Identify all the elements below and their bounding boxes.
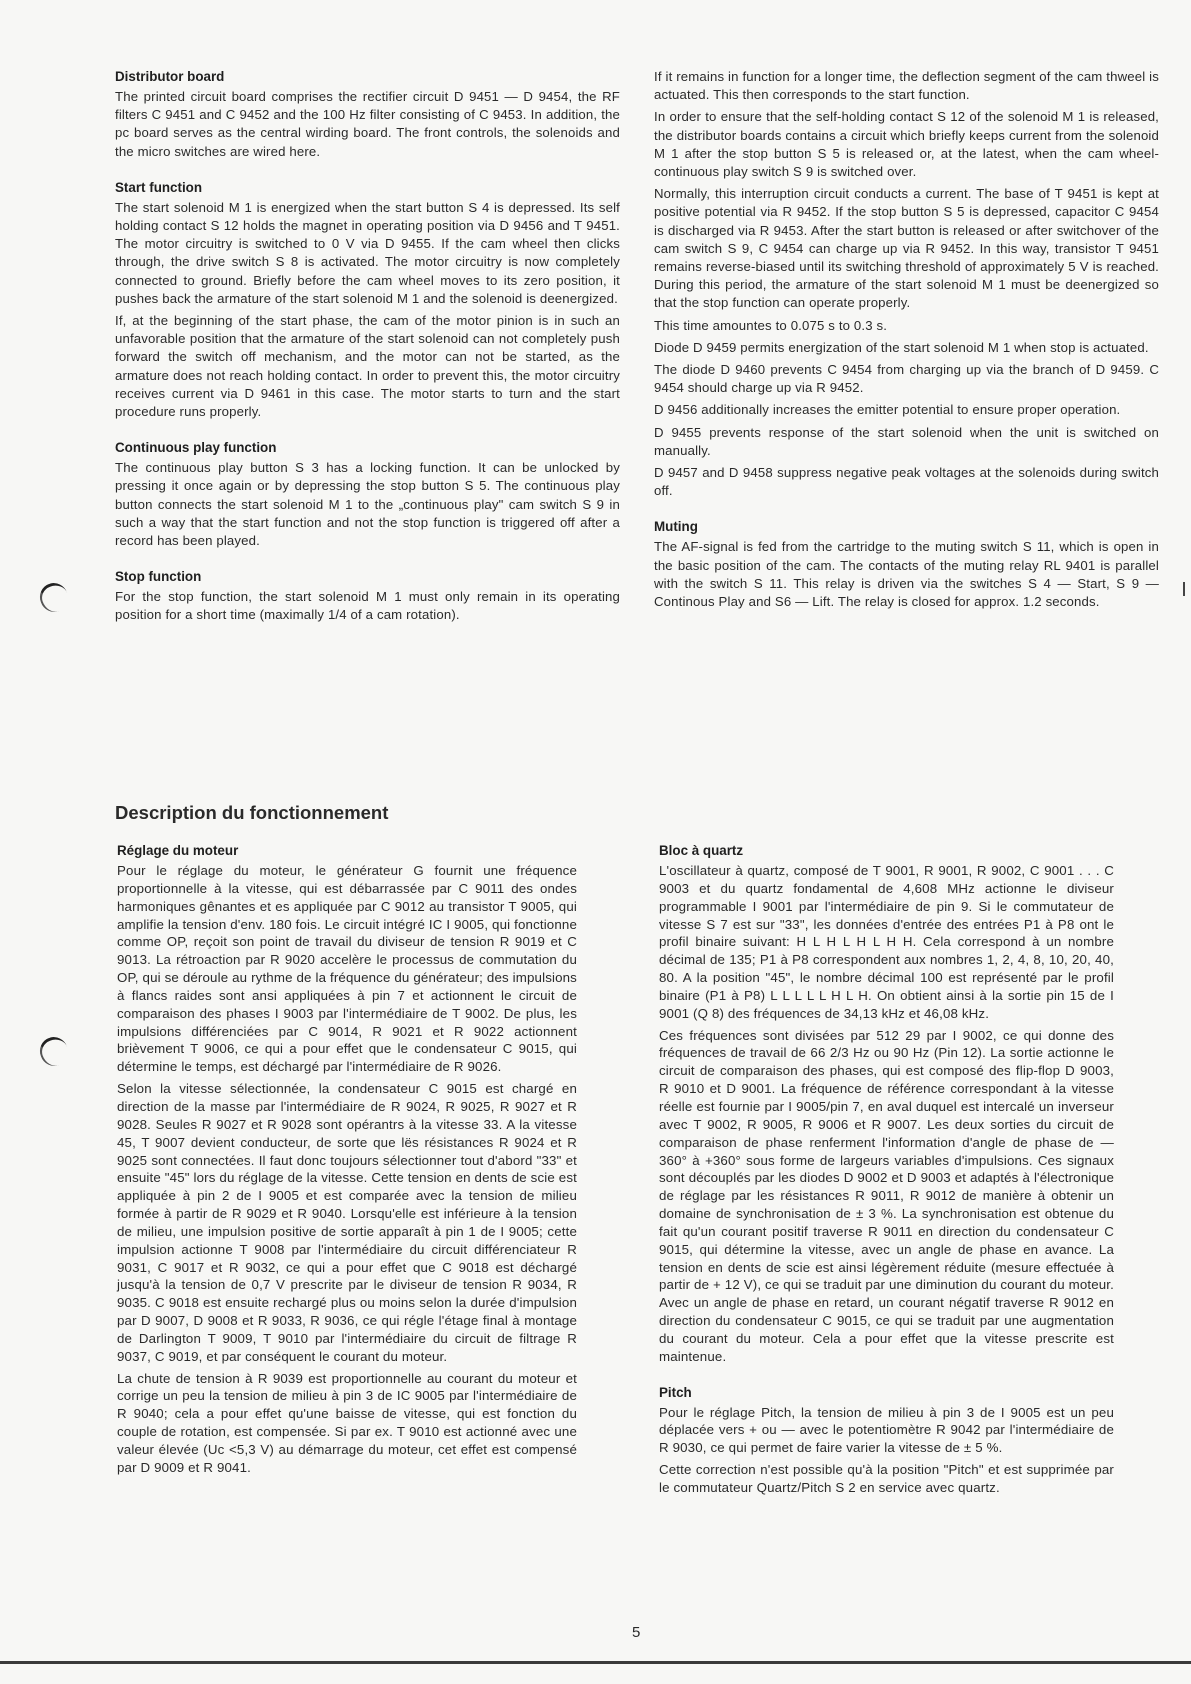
bottom-rule: [0, 1661, 1191, 1664]
paragraph: In order to ensure that the self-holding contact S 12 of the solenoid M 1 is released, the distributor boards contains a circuit which briefly keeps current from the solenoid M 1 after the stop button S 5 is released or, at the latest, when the cam wheel-continuous play switch S 9 is switched over.: [654, 109, 1159, 180]
section-heading: Distributor board: [115, 69, 225, 84]
edge-mark: [1183, 582, 1185, 596]
section-spacer: [115, 554, 620, 568]
paragraph: If it remains in function for a longer time, the deflection segment of the cam thweel is actuated. This then corresponds to the start function.: [654, 69, 1159, 103]
paragraph: The start solenoid M 1 is energized when the start button S 4 is depressed. Its self holding contact S 12 holds the magnet in operating position via D 9456 and T 9451. The motor circuitry is switched to 0 V via D 9455. If the cam wheel then clicks through, the drive switch S 8 is activated. The motor circuitry is now completely connected to ground. Briefly before the cam wheel moves to its zero position, it pushes back the armature of the start solenoid M 1 and the solenoid is deenergized.: [115, 199, 620, 306]
paragraph: Diode D 9459 permits energization of the start solenoid M 1 when stop is actuated.: [654, 339, 1149, 355]
english-left-column: [115, 68, 620, 629]
paragraph: D 9456 additionally increases the emitter potential to ensure proper operation.: [654, 402, 1121, 418]
paragraph: Selon la vitesse sélectionnée, la condensateur C 9015 est chargé en direction de la masse par l'intermédiaire de R 9024, R 9025, R 9027 et R 9028. Seules R 9027 et R 9028 sont opérantrs à la vitesse 33. A la vitesse 45, T 9007 devient conducteur, de sorte que lës résistances R 9024 et R 9025 sont connectées. Il faut donc toujours sélectionner tout d'abord "33" et ensuite "45" lors du réglage de la vitesse. Cette tension en dents de scie est appliquée à pin 2 de I 9005 et est comparée avec la tension de milieu formée à partir de R 9029 et R 9040. Lorsqu'elle est inférieure à la tension de milieu, une impulsion positive de sortie apparaît à pin 1 de I 9005; cette impulsion actionne T 9008 par l'intermédiaire du circuit différenciateur R 9031, C 9017 et R 9032, ce qui a pour effet que C 9018 est déchargé jusqu'à la tension de 0,7 V prescrite par le diviseur de tension R 9034, R 9035. C 9018 est ensuite rechargé plus ou moins selon la durée d'impulsion par D 9007, D 9008 et R 9033, R 9036, ce qui régle l'étage final à montage de Darlington T 9009, T 9010 par l'intermédiaire du circuit de filtrage R 9037, C 9019, et par conséquent le courant du moteur.: [117, 1081, 577, 1364]
paragraph: If, at the beginning of the start phase, the cam of the motor pinion is in such an unfavorable position that the armature of the start solenoid can not completely push forward the switch off mechanism, and the motor can not be started, as the armature does not reach holding contact. In order to prevent this, the motor circuitry receives current via D 9461 in this case. The motor starts to turn and the start procedure runs properly.: [115, 313, 620, 420]
section-spacer: [659, 1370, 1114, 1384]
section-spacer: [115, 425, 620, 439]
page-number: 5: [632, 1624, 641, 1641]
paragraph: La chute de tension à R 9039 est proportionnelle au courant du moteur et corrige un peu la tension de milieu à pin 3 de IC 9005 par l'intermédiaire de R 9040; cela a pour effet qu'une baisse de vitesse, qui est fonction du couple de rotation, est compensée. Si par ex. T 9010 est actionné avec une valeur élevée (Uc <5,3 V) au démarrage du moteur, cet effet est compensé par D 9009 et R 9041.: [117, 1370, 577, 1475]
section-heading: Réglage du moteur: [117, 843, 239, 858]
paragraph: Pour le réglage du moteur, le générateur G fournit une fréquence proportionnelle à la vitesse, qui est débarrassée par C 9011 des ondes harmoniques gênantes et es appliquée par C 9012 au transistor T 9005, qui amplifie la tension d'env. 180 fois. Le circuit intégré IC I 9005, qui fonctionne comme OP, reçoit son point de travail du diviseur de tension R 9019 et C 9013. La rétroaction par R 9020 accelère le processus de commutation du OP, qui se déroule au rythme de la fréquence du générateur; des impulsions à flancs raides sont ansi appliquées à pin 7 et actionnent le circuit de comparaison des phases I 9003 par l'intermédiaire de T 9002. De plus, les impulsions différenciées par C 9014, R 9021 et R 9022 actionnent brièvement T 9006, ce qui a pour effet que le condensateur C 9015, qui détermine le temps, est déchargé par l'intermédiaire de R 9026.: [117, 863, 577, 1075]
paragraph: The continuous play button S 3 has a locking function. It can be unlocked by pressing it once again or by depressing the stop button S 5. The continuous play button connects the start solenoid M 1 to the „continuous play" cam switch S 9 in such a way that the start function and not the stop function is triggered off after a record has been played.: [115, 460, 620, 549]
paragraph: D 9455 prevents response of the start solenoid when the unit is switched on manually.: [654, 424, 1159, 458]
paragraph: The diode D 9460 prevents C 9454 from charging up via the branch of D 9459. C 9454 should charge up via R 9452.: [654, 362, 1159, 396]
section-heading: Start function: [115, 179, 203, 195]
section-heading: Continuous play function: [115, 440, 277, 456]
paragraph: Pour le réglage Pitch, la tension de milieu à pin 3 de I 9005 est un peu déplacée vers + ou — avec le potentiomètre R 9042 par l'intermédiaire de R 9030, ce qui permet de faire varier la vitesse de ± 5 %.: [659, 1404, 1114, 1456]
english-right-column: [654, 68, 1159, 615]
paragraph: Cette correction n'est possible qu'à la position "Pitch" et est supprimée par le commutateur Quartz/Pitch S 2 en service avec quartz.: [659, 1462, 1114, 1495]
paragraph: The AF-signal is fed from the cartridge to the muting switch S 11, which is open in the basic position of the cam. The contacts of the muting relay RL 9401 is parallel with the switch S 11. This relay is driven via the switches S 4 — Start, S 9 — Continous Play and S6 — Lift. The relay is closed for approx. 1.2 seconds.: [654, 539, 1159, 610]
section-heading: Muting: [654, 519, 698, 535]
section-spacer: [115, 165, 620, 179]
binder-hole-mark: [36, 579, 72, 616]
paragraph: For the stop function, the start solenoid M 1 must only remain in its operating position for a short time (maximally 1/4 of a cam rotation).: [115, 589, 620, 623]
paragraph: Normally, this interruption circuit conducts a current. The base of T 9451 is kept at positive potential via R 9452. If the stop button S 5 is depressed, capacitor C 9454 is discharged via R 9453. After the start button is released or after switchover of the cam switch S 9, C 9454 can charge up via R 9452. In this way, transistor T 9451 remains reverse-biased until its switching threshold of approximately 5 V is reached. During this period, the armature of the start solenoid M 1 must be deenergized so that the stop function can operate properly.: [654, 186, 1159, 311]
binder-hole-mark: [36, 1033, 72, 1070]
paragraph: D 9457 and D 9458 suppress negative peak voltages at the solenoids during switch off.: [654, 465, 1159, 499]
section-heading: Bloc à quartz: [659, 843, 744, 858]
french-right-column: [659, 842, 1114, 1501]
french-section-title: Description du fonctionnement: [115, 802, 389, 823]
paragraph: The printed circuit board comprises the rectifier circuit D 9451 — D 9454, the RF filters C 9451 and C 9452 and the 100 Hz filter consisting of C 9453. In addition, the pc board serves as the central wirding board. The front controls, the solenoids and the micro switches are wired here.: [115, 89, 620, 159]
section-spacer: [654, 504, 1159, 518]
paragraph: L'oscillateur à quartz, composé de T 9001, R 9001, R 9002, C 9001 . . . C 9003 et du quartz fondamental de 4,608 MHz actionne le diviseur programmable I 9001 par l'intermédiaire de pin 9. Si le commutateur de vitesse S 7 est sur "33", les données d'entrée des entrées P1 à P8 ont le profil binaire suivant: H L H L H L H H. Cela correspond à un nombre décimal de 135; P1 à P8 correspondent aux nombres 1, 2, 4, 8, 10, 20, 40, 80. A la position "45", le nombre décimal 100 est représenté par le profil binaire (P1 à P8) L L L L L H L H. On obtient ainsi à la sortie pin 15 de I 9001 (Q 8) des fréquences de 34,13 kHz et 46,08 kHz.: [659, 863, 1114, 1021]
french-left-column: [117, 842, 577, 1481]
section-heading: Stop function: [115, 569, 202, 585]
section-heading: Pitch: [659, 1384, 692, 1400]
paragraph: This time amountes to 0.075 s to 0.3 s.: [654, 317, 888, 333]
paragraph: Ces fréquences sont divisées par 512 29 par I 9002, ce qui donne des fréquences de travail de 66 2/3 Hz ou 90 Hz (Pin 12). La sortie actionne le circuit de comparaison des phases, qui est composé des flip-flop D 9003, R 9010 et D 9001. La fréquence de référence correspondant à la vitesse réelle est fournie par I 9005/pin 7, en aval duquel est intercalé un inverseur avec T 9002, R 9005, R 9006 et R 9007. Les deux sorties du circuit de comparaison de phase renferment l'information d'angle de phase de —360° à +360° sous forme de largeurs variables d'impulsions. Ces signaux sont découplés par les diodes D 9002 et D 9003 et adaptés à l'électronique de réglage par les résistances R 9011, R 9012 de manière à obtenir un domaine de synchronisation de ± 3 %. La synchronisation est obtenue du fait qu'un courant positif traverse R 9011 en direction du condensateur C 9015, qui détermine la vitesse, avec un angle de phase en avance. La tension en dents de scie est ainsi légèrement réduite (mesure effectuée à partir de + 12 V), ce qui se traduit par une diminution du courant du moteur. Avec un angle de phase en retard, un courant négatif traverse R 9012 en direction du condensateur C 9015, ce qui se traduit par une augmentation du courant du moteur. Cela a pour effet que la vitesse prescrite est maintenue.: [659, 1027, 1114, 1364]
